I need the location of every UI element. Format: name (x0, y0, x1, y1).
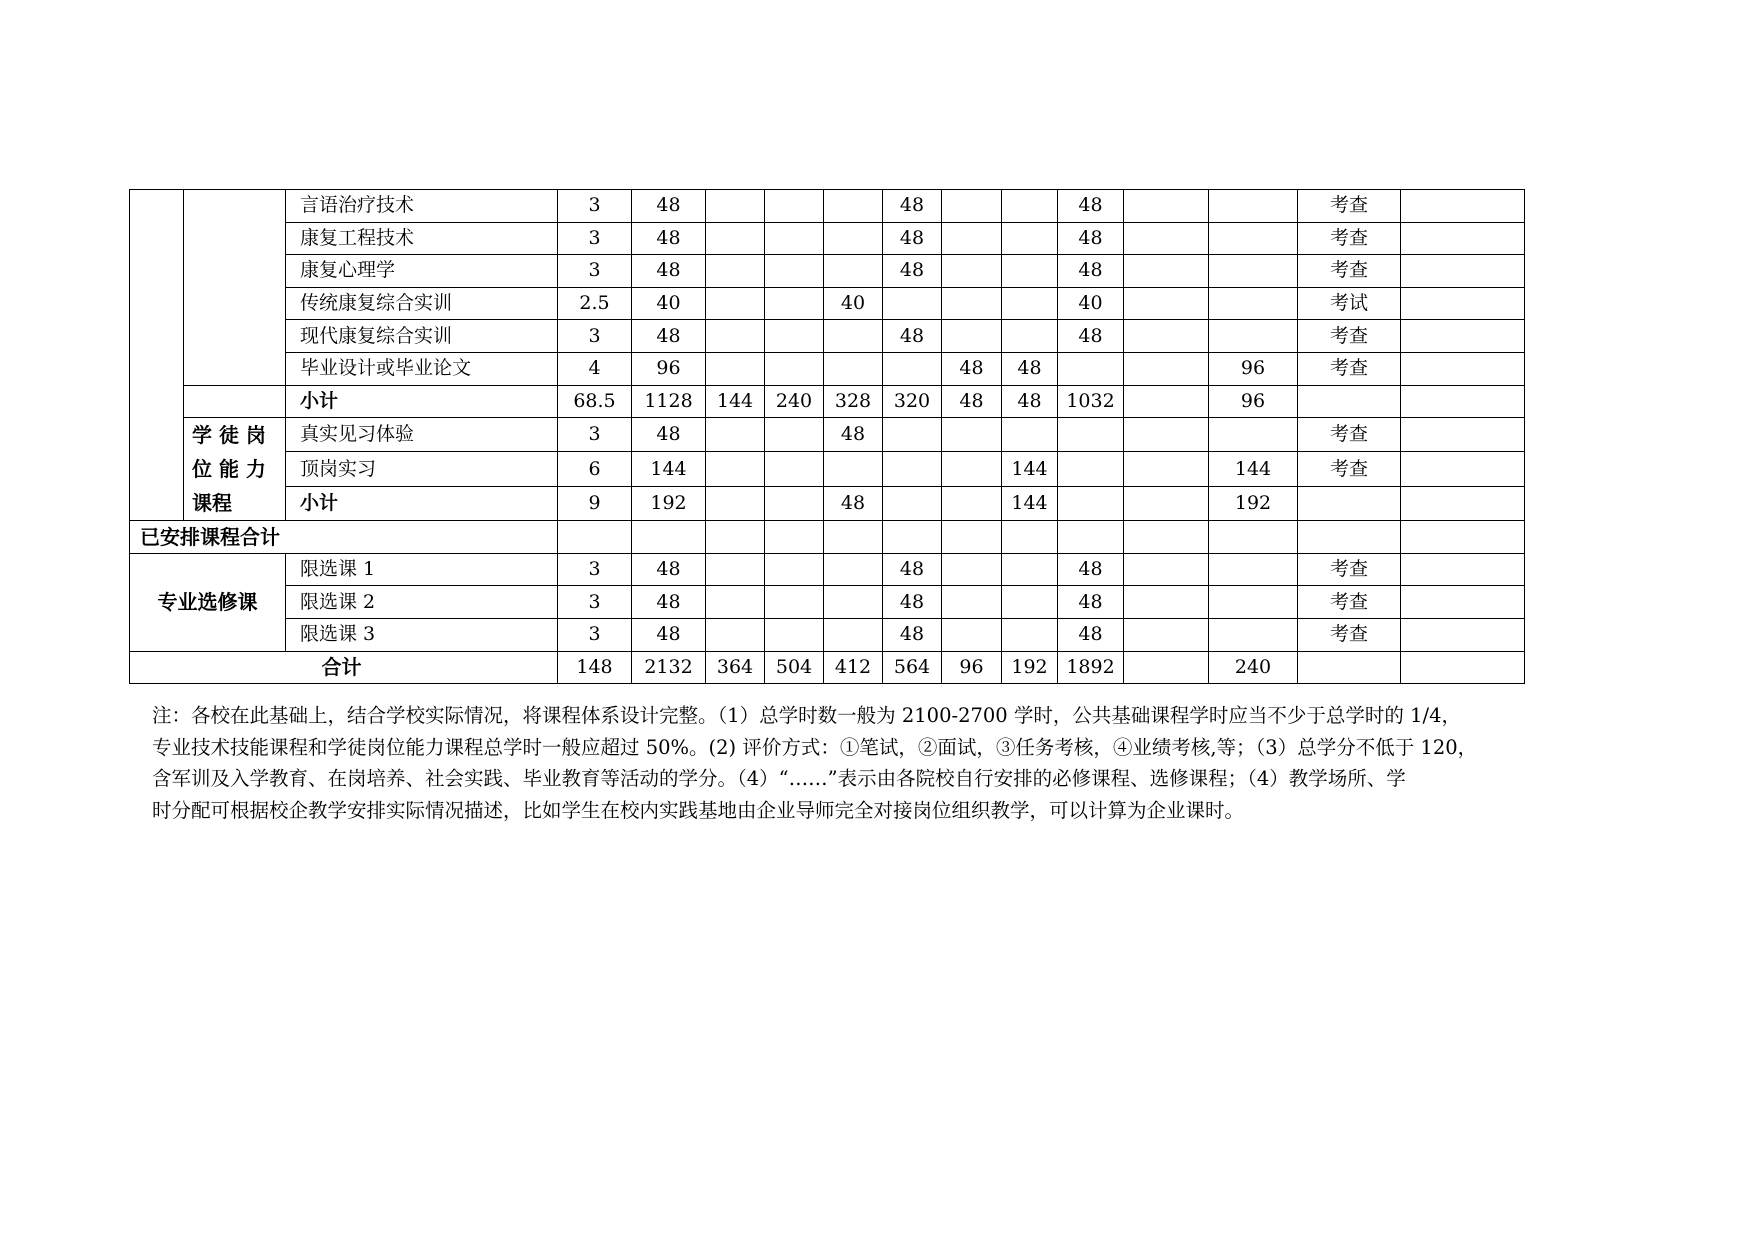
table-cell: 考试 (1298, 287, 1401, 320)
table-cell: 148 (558, 651, 632, 684)
table-cell (824, 521, 883, 554)
table-cell (824, 586, 883, 619)
curriculum-table-body (130, 190, 1525, 684)
curriculum-table (129, 189, 1525, 684)
table-cell (706, 287, 765, 320)
table-cell: 320 (883, 385, 942, 418)
table-cell (765, 352, 824, 385)
footnote-line: 注：各校在此基础上，结合学校实际情况，将课程体系设计完整。（1）总学时数一般为 2100-2700 学时，公共基础课程学时应当不少于总学时的 1/4， (152, 704, 1461, 727)
table-cell: 48 (942, 385, 1002, 418)
table-cell (942, 222, 1002, 255)
footnote-line: 时分配可根据校企教学安排实际情况描述，比如学生在校内实践基地由企业导师完全对接岗位组织教学，可以计算为企业课时。 (152, 798, 1245, 822)
table-cell: 1892 (1058, 651, 1124, 684)
table-cell: 364 (706, 651, 765, 684)
table-cell (1002, 553, 1058, 586)
table-cell (706, 320, 765, 353)
table-cell: 48 (883, 586, 942, 619)
table-cell (1058, 521, 1124, 554)
table-cell: 48 (883, 255, 942, 288)
table-cell (1298, 385, 1401, 418)
table-cell: 考查 (1298, 418, 1401, 452)
table-row (130, 385, 1525, 418)
table-cell (706, 418, 765, 452)
table-cell: 144 (706, 385, 765, 418)
table-cell (942, 418, 1002, 452)
table-cell (1058, 352, 1124, 385)
table-cell (1124, 618, 1209, 651)
table-cell: 48 (632, 320, 706, 353)
table-cell (1209, 190, 1298, 223)
table-cell (1401, 618, 1525, 651)
table-cell (1401, 190, 1525, 223)
table-cell (765, 553, 824, 586)
table-cell (824, 352, 883, 385)
table-row (130, 618, 1525, 651)
table-cell (1401, 553, 1525, 586)
table-cell (1401, 385, 1525, 418)
table-cell: 48 (883, 553, 942, 586)
group-label-line: 学 徒 岗 (192, 423, 266, 448)
table-cell (883, 418, 942, 452)
table-cell (706, 618, 765, 651)
table-cell (824, 320, 883, 353)
table-cell (765, 418, 824, 452)
table-cell: 4 (558, 352, 632, 385)
table-cell: 48 (883, 320, 942, 353)
table-cell: 96 (942, 651, 1002, 684)
table-cell (1058, 452, 1124, 486)
table-cell: 144 (632, 452, 706, 486)
table-cell (1298, 521, 1401, 554)
table-cell (942, 521, 1002, 554)
table-cell (824, 190, 883, 223)
table-cell (1401, 651, 1525, 684)
table-cell: 2132 (632, 651, 706, 684)
table-cell (1209, 255, 1298, 288)
table-cell: 考查 (1298, 452, 1401, 486)
table-cell: 48 (1058, 618, 1124, 651)
table-cell (1401, 287, 1525, 320)
table-cell (883, 352, 942, 385)
table-cell: 48 (1058, 222, 1124, 255)
group-label-line: 位 能 力 (192, 457, 266, 482)
table-cell (1209, 586, 1298, 619)
course-name: 毕业设计或毕业论文 (286, 352, 558, 385)
table-row (130, 352, 1525, 385)
table-cell: 96 (1209, 352, 1298, 385)
table-cell: 2.5 (558, 287, 632, 320)
table-cell: 48 (1058, 320, 1124, 353)
table-cell (942, 618, 1002, 651)
footnote-line: 含军训及入学教育、在岗培养、社会实践、毕业教育等活动的学分。（4）“……”表示由各院校自行安排的必修课程、选修课程；（4）教学场所、学 (152, 767, 1406, 790)
table-cell (765, 320, 824, 353)
course-name: 限选课 2 (286, 586, 558, 619)
course-name: 传统康复综合实训 (286, 287, 558, 320)
table-cell (942, 320, 1002, 353)
table-cell (1124, 521, 1209, 554)
table-cell (1209, 287, 1298, 320)
table-row (130, 287, 1525, 320)
table-cell: 68.5 (558, 385, 632, 418)
table-cell: 48 (1002, 352, 1058, 385)
table-cell (1124, 452, 1209, 486)
table-cell (1002, 320, 1058, 353)
table-cell (1209, 320, 1298, 353)
table-cell (942, 190, 1002, 223)
table-cell (942, 255, 1002, 288)
table-cell: 192 (1209, 486, 1298, 520)
table-cell: 48 (1058, 586, 1124, 619)
table-cell: 3 (558, 190, 632, 223)
table-cell: 1032 (1058, 385, 1124, 418)
table-cell: 48 (632, 553, 706, 586)
table-cell (1401, 586, 1525, 619)
table-cell: 48 (824, 486, 883, 520)
table-cell: 考查 (1298, 352, 1401, 385)
course-name: 康复心理学 (286, 255, 558, 288)
table-cell: 3 (558, 320, 632, 353)
table-cell (706, 222, 765, 255)
table-cell (765, 287, 824, 320)
table-cell: 328 (824, 385, 883, 418)
table-cell (942, 452, 1002, 486)
table-cell (1002, 586, 1058, 619)
group-label-line: 课程 (192, 491, 232, 516)
table-cell: 192 (632, 486, 706, 520)
table-cell: 40 (824, 287, 883, 320)
table-cell: 240 (765, 385, 824, 418)
table-cell (1124, 553, 1209, 586)
table-cell (1401, 452, 1525, 486)
apprentice-course-group-label (184, 418, 286, 521)
table-cell: 考查 (1298, 222, 1401, 255)
table-cell (824, 553, 883, 586)
table-cell (765, 521, 824, 554)
table-cell: 48 (883, 618, 942, 651)
table-cell (1124, 190, 1209, 223)
table-cell (1002, 255, 1058, 288)
table-cell (1124, 651, 1209, 684)
table-cell (1124, 486, 1209, 520)
table-cell: 考查 (1298, 320, 1401, 353)
category-column-blank (130, 190, 184, 521)
table-cell (1401, 255, 1525, 288)
table-cell: 48 (883, 222, 942, 255)
table-cell (824, 255, 883, 288)
table-cell (765, 618, 824, 651)
table-footnote (152, 700, 1622, 826)
table-cell (942, 287, 1002, 320)
table-cell: 考查 (1298, 586, 1401, 619)
table-cell: 48 (1058, 553, 1124, 586)
table-cell (706, 553, 765, 586)
table-cell: 3 (558, 618, 632, 651)
grand-total-label: 合计 (130, 651, 558, 684)
table-cell: 1128 (632, 385, 706, 418)
table-cell (765, 222, 824, 255)
table-cell (1058, 486, 1124, 520)
table-cell: 240 (1209, 651, 1298, 684)
course-name: 言语治疗技术 (286, 190, 558, 223)
table-cell (765, 452, 824, 486)
table-cell (1298, 486, 1401, 520)
table-cell: 48 (632, 190, 706, 223)
table-cell (1124, 352, 1209, 385)
table-cell (765, 255, 824, 288)
table-cell: 考查 (1298, 255, 1401, 288)
elective-courses-label: 专业选修课 (130, 553, 286, 651)
table-cell (942, 553, 1002, 586)
table-cell (1002, 190, 1058, 223)
table-cell: 考查 (1298, 553, 1401, 586)
table-cell (1209, 418, 1298, 452)
table-cell (1002, 521, 1058, 554)
table-cell: 6 (558, 452, 632, 486)
table-cell (706, 586, 765, 619)
table-row (130, 190, 1525, 223)
table-cell (1401, 320, 1525, 353)
table-row (130, 222, 1525, 255)
table-cell (1002, 618, 1058, 651)
table-cell: 3 (558, 222, 632, 255)
table-cell (883, 287, 942, 320)
table-cell: 48 (824, 418, 883, 452)
table-cell: 48 (632, 222, 706, 255)
group-column-blank (184, 190, 286, 386)
table-cell (1124, 586, 1209, 619)
table-cell: 48 (1058, 255, 1124, 288)
table-cell (1124, 255, 1209, 288)
table-cell: 504 (765, 651, 824, 684)
table-row (130, 255, 1525, 288)
arranged-courses-total-label: 已安排课程合计 (130, 521, 558, 554)
table-cell (883, 486, 942, 520)
table-cell: 96 (632, 352, 706, 385)
table-cell (1298, 651, 1401, 684)
table-cell (1401, 418, 1525, 452)
table-cell (1124, 320, 1209, 353)
course-name: 真实见习体验 (286, 418, 558, 452)
table-cell (883, 452, 942, 486)
table-cell (824, 452, 883, 486)
subtotal-label: 小计 (286, 385, 558, 418)
table-cell: 考查 (1298, 190, 1401, 223)
table-cell: 9 (558, 486, 632, 520)
table-cell: 3 (558, 586, 632, 619)
table-cell: 192 (1002, 651, 1058, 684)
table-cell: 考查 (1298, 618, 1401, 651)
table-row (130, 320, 1525, 353)
table-cell (1401, 486, 1525, 520)
footnote-line: 专业技术技能课程和学徒岗位能力课程总学时一般应超过 50%。(2) 评价方式：①笔试，②面试，③任务考核，④业绩考核,等；（3）总学分不低于 120， (152, 735, 1478, 759)
table-cell (1058, 418, 1124, 452)
table-cell (824, 222, 883, 255)
table-cell: 48 (632, 255, 706, 288)
table-row (130, 586, 1525, 619)
table-cell (1401, 222, 1525, 255)
table-cell (1002, 287, 1058, 320)
course-name: 顶岗实习 (286, 452, 558, 486)
table-cell: 3 (558, 553, 632, 586)
table-cell (558, 521, 632, 554)
table-row (130, 651, 1525, 684)
table-cell (706, 255, 765, 288)
table-cell: 144 (1209, 452, 1298, 486)
table-cell (1209, 553, 1298, 586)
table-cell: 96 (1209, 385, 1298, 418)
table-cell (1209, 521, 1298, 554)
table-cell (1209, 222, 1298, 255)
table-cell: 48 (632, 586, 706, 619)
table-cell: 144 (1002, 486, 1058, 520)
course-name: 康复工程技术 (286, 222, 558, 255)
table-cell (1124, 385, 1209, 418)
table-cell (706, 521, 765, 554)
table-cell (765, 190, 824, 223)
subtotal-label: 小计 (286, 486, 558, 520)
table-cell (1124, 418, 1209, 452)
table-cell: 144 (1002, 452, 1058, 486)
table-cell: 412 (824, 651, 883, 684)
table-row (130, 418, 1525, 452)
table-cell (706, 452, 765, 486)
table-cell: 40 (632, 287, 706, 320)
table-row (130, 553, 1525, 586)
table-cell (765, 486, 824, 520)
table-cell (765, 586, 824, 619)
table-cell: 48 (1058, 190, 1124, 223)
table-cell: 48 (632, 418, 706, 452)
table-row (130, 486, 1525, 520)
course-name: 限选课 3 (286, 618, 558, 651)
table-cell (706, 352, 765, 385)
table-cell (1401, 521, 1525, 554)
table-cell (942, 586, 1002, 619)
table-cell (1209, 618, 1298, 651)
table-cell: 564 (883, 651, 942, 684)
table-cell (824, 618, 883, 651)
table-cell: 48 (1002, 385, 1058, 418)
course-name: 现代康复综合实训 (286, 320, 558, 353)
group-column-blank (184, 385, 286, 418)
table-cell (706, 190, 765, 223)
table-row (130, 452, 1525, 486)
table-cell: 40 (1058, 287, 1124, 320)
table-cell (942, 486, 1002, 520)
course-name: 限选课 1 (286, 553, 558, 586)
table-cell (1002, 222, 1058, 255)
table-cell (883, 521, 942, 554)
table-cell (706, 486, 765, 520)
table-cell: 48 (942, 352, 1002, 385)
table-cell (632, 521, 706, 554)
table-cell: 48 (632, 618, 706, 651)
table-row (130, 521, 1525, 554)
table-cell: 3 (558, 255, 632, 288)
table-cell (1124, 287, 1209, 320)
table-cell: 48 (883, 190, 942, 223)
table-cell (1002, 418, 1058, 452)
table-cell (1124, 222, 1209, 255)
table-cell: 3 (558, 418, 632, 452)
table-cell (1401, 352, 1525, 385)
